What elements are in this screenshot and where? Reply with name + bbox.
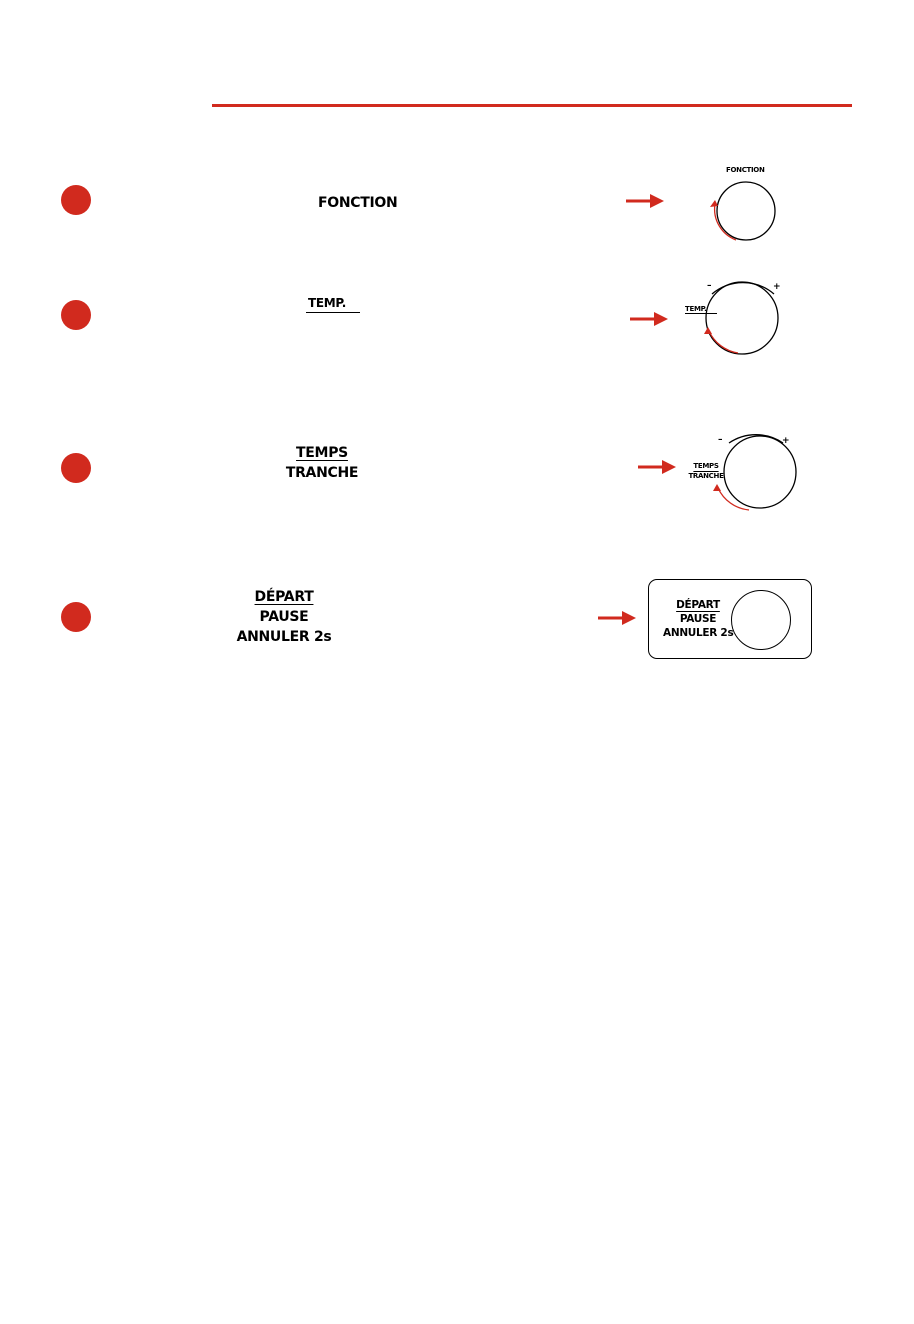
step-2-arrow-icon [630,311,670,327]
step-2-dial-plus: + [773,282,781,292]
step-2-temperature-knob-icon [690,268,810,378]
start-pause-panel-text [663,598,733,640]
step-1-label: FONCTION [318,195,398,211]
step-1-arrow-icon [626,193,666,209]
step-2-dial-minus: – [707,281,712,291]
step-2-bullet [61,300,91,330]
step-3-dial-bottom: TRANCHE [688,472,724,480]
step-4-label-top: DÉPART [254,589,314,605]
step-3-arrow-icon [638,459,678,475]
step-1-function-knob-icon [700,176,820,266]
panel-label-mid: PAUSE [679,613,717,625]
step-2-label: TEMP. [306,296,360,313]
start-pause-knob-icon [731,590,791,650]
step-1-bullet [61,185,91,215]
step-3-label-bottom: TRANCHE [285,465,359,481]
step-3-label-top: TEMPS [296,445,348,461]
step-4-bullet [61,602,91,632]
start-pause-panel [648,579,812,659]
panel-label-bottom: ANNULER 2s [663,627,734,639]
step-4-arrow-icon [598,610,638,626]
step-3-bullet [61,453,91,483]
step-3-dial-minus: – [718,435,723,445]
step-3-dial-top: TEMPS [693,462,719,470]
step-4-label-mid: PAUSE [259,609,309,625]
step-4-label [236,587,332,647]
panel-label-top: DÉPART [676,599,720,611]
step-1-dial-title: FONCTION [726,166,765,174]
step-3-label [282,443,362,483]
step-3-time-portion-knob-icon [702,420,822,530]
step-4-label-bottom: ANNULER 2s [236,629,332,645]
header-rule [212,104,852,107]
step-3-dial-plus: + [782,436,790,446]
step-2-dial-label: TEMP. [685,305,717,314]
